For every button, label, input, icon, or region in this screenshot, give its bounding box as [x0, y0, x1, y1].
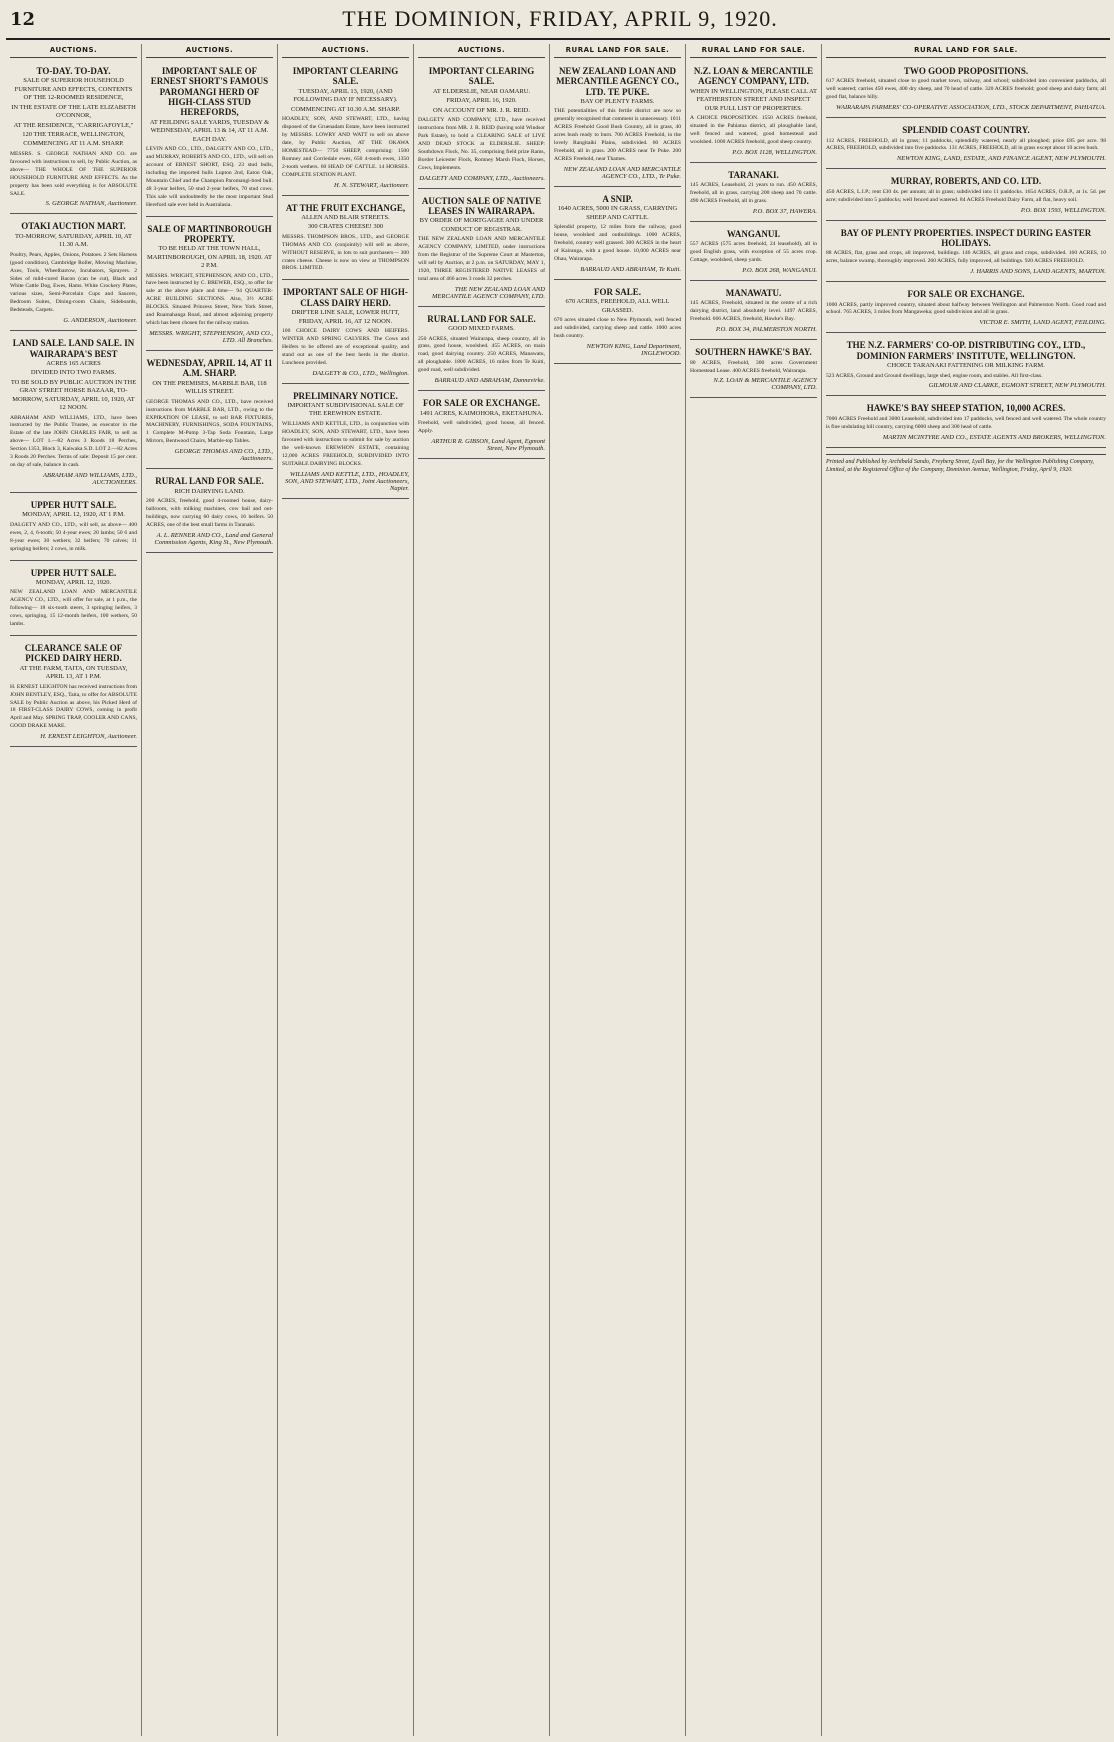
- ad-body: DALGETY AND COMPANY, LTD., have received instructions from MR. J. R. REID (having sold Windsor Park Estate), to hold a CLEARING SALE of LIVE AND DEAD STOCK at ELDERSLIE. SHEEP: Southdown Flock, No. 35, comprising field prize Rams, Border Leicester Flock, Romney Marsh Flock, Horses, Cows, Implements.: [418, 117, 545, 171]
- advertisement: [418, 310, 545, 391]
- ad-title: BAY OF PLENTY PROPERTIES. INSPECT DURING EASTER HOLIDAYS.: [840, 227, 1092, 248]
- ad-body: 1000 ACRES, partly improved country, situated about halfway between Wellington and Palmerston North. Good road and school. 765 ACRES, 3 miles from Mangaweka; good subdivision and all in grass.: [826, 301, 1106, 316]
- ad-subline: 300 CRATES CHEESE! 300: [307, 223, 384, 231]
- advertisement: [826, 121, 1106, 169]
- ad-subline: IMPORTANT SUBDIVISIONAL SALE OF THE EREWHON ESTATE.: [287, 402, 404, 418]
- ad-subline: TO BE HELD AT THE TOWN HALL, MARTINBOROUGH, ON APRIL 18, 1920. AT 2 P.M.: [146, 245, 273, 270]
- ad-signature: P.O. BOX 1128, WELLINGTON.: [732, 148, 817, 156]
- ad-signature: BARRAUD AND ABRAHAM, Dannevirke.: [434, 377, 545, 385]
- ad-title: SPLENDID COAST COUNTRY.: [902, 125, 1030, 136]
- ad-signature: NEWTON KING, LAND, ESTATE, AND FINANCE AGENT, NEW PLYMOUTH.: [896, 155, 1106, 163]
- ad-body: Freehold, well subdivided, good house, all fenced. Apply.: [418, 420, 545, 434]
- column-heading: AUCTIONS.: [10, 44, 137, 58]
- ad-signature: S. GEORGE NATHAN, Auctioneer.: [45, 200, 137, 208]
- ad-subline: AT FEILDING SALE YARDS, TUESDAY & WEDNESDAY, APRIL 13 & 14, AT 11 A.M. EACH DAY.: [149, 118, 270, 143]
- ad-title: TARANAKI.: [728, 169, 779, 180]
- ad-signature: NEW ZEALAND LOAN AND MERCANTILE AGENCY CO., LTD., Te Puke.: [563, 166, 681, 181]
- advertisement: [690, 166, 817, 222]
- ad-signature: P.O. BOX 37, HAWERA.: [752, 207, 817, 215]
- ad-body: 100 CHOICE DAIRY COWS AND HEIFERS. WINTER AND SPRING CALVERS. The Cows and Heifers to be offered are of exceptional quality, and stand out as one of the best herds in the district. Luncheon provided.: [282, 327, 409, 366]
- advertisement: [10, 334, 137, 493]
- advertisement: [826, 224, 1106, 283]
- ad-title: IMPORTANT SALE OF HIGH-CLASS DAIRY HERD.: [283, 287, 408, 308]
- ad-title: MANAWATU.: [725, 288, 782, 299]
- ad-title: N.Z. LOAN & MERCANTILE AGENCY COMPANY, LTD.: [693, 66, 814, 87]
- column-2: [142, 44, 278, 1736]
- column-heading: RURAL LAND FOR SALE.: [826, 44, 1106, 58]
- ad-body: 145 ACRES, Leasehold, 21 years to run. 450 ACRES, freehold, all in grass, carrying 200 sheep and 70 cattle. 490 ACRES Freehold, all in grass.: [690, 182, 817, 204]
- advertisement: [554, 283, 681, 364]
- ad-subline: MONDAY, APRIL 12, 1920.: [35, 578, 112, 586]
- column-6: [686, 44, 822, 1736]
- advertisement: [826, 285, 1106, 333]
- ad-subline: COMMENCING AT 10.30 A.M. SHARP.: [291, 105, 400, 113]
- ad-subline: FRIDAY, APRIL 16, 1920.: [446, 97, 517, 105]
- ad-title: IMPORTANT CLEARING SALE.: [428, 66, 535, 87]
- advertisement: [690, 225, 817, 281]
- ad-subline: 1491 ACRES, KAIMOHORA, EKETAHUNA.: [419, 409, 544, 417]
- ad-title: AT THE FRUIT EXCHANGE,: [285, 202, 406, 213]
- ad-body: H. ERNEST LEIGHTON has received instructions from JOHN BENTLEY, ESQ., Taita, to offer for ABSOLUTE SALE by Public Auction as above, his Picked Herd of 18 FIRST-CLASS DAIRY COWS, coming in profit April and May. SPRING TRAP, COOLER AND CANS, GOOD DRAKE MARE.: [10, 683, 137, 730]
- ad-subline: AT THE RESIDENCE, "CARRIGAFOYLE,": [13, 121, 134, 129]
- advertisement: [146, 354, 273, 469]
- ad-body: 250 ACRES, situated Wairarapa, sheep country, all in grass, good house, woolshed. 455 ACRES, on main road, good dairying country. 250 ACRES, Manawatu, all ploughable. 1800 ACRES, 16 miles from Te Kuiti, good road, well subdivided.: [418, 335, 545, 374]
- ad-title: FOR SALE OR EXCHANGE.: [907, 289, 1025, 300]
- ad-title: AUCTION SALE OF NATIVE LEASES IN WAIRARAPA.: [421, 195, 542, 216]
- advertisement: [146, 62, 273, 217]
- ad-title: RURAL LAND FOR SALE.: [427, 313, 536, 324]
- ad-body: 112 ACRES, FREEHOLD, all in grass; 11 paddocks, splendidly watered, nearly all ploughed; price £85 per acre. 98 ACRES, FREEHOLD, subdivided into five paddocks. 131 ACRES, FREEHOLD, all in grass except about 10 acres bush.: [826, 137, 1106, 152]
- ad-subline: TUESDAY, APRIL 13, 1920, (AND FOLLOWING DAY IF NECESSARY).: [293, 87, 398, 104]
- advertisement: [282, 199, 409, 281]
- column-heading: RURAL LAND FOR SALE.: [554, 44, 681, 58]
- ad-title: CLEARANCE SALE OF PICKED DAIRY HERD.: [24, 643, 123, 664]
- advertisement: [10, 62, 137, 214]
- ad-subline: CHOICE TARANAKI FATTENING OR MILKING FARM.: [887, 362, 1045, 370]
- ad-body: MESSRS. WRIGHT, STEPHENSON, AND CO., LTD., have been instructed by C. BREWER, ESQ., to offer for sale at the above place and time— 94 QUARTER-ACRE BUILDING SECTIONS. Also, 3½ ACRE BLOCKS. Situated Princess Street, New York Street, and Ruamahanga Road, and almost adjoining property which has been chosen for the railway station.: [146, 272, 273, 327]
- advertisement: [690, 284, 817, 340]
- ad-title: WEDNESDAY, APRIL 14, AT 11 A.M. SHARP.: [146, 358, 273, 379]
- advertisement: [690, 62, 817, 163]
- ad-title: HAWKE'S BAY SHEEP STATION, 10,000 ACRES.: [866, 403, 1066, 414]
- advertisement: [10, 639, 137, 747]
- ad-signature: P.O. BOX 34, PALMERSTON NORTH.: [715, 326, 817, 334]
- column-4: [414, 44, 550, 1736]
- ad-body: 7000 ACRES Freehold and 3000 Leasehold, subdivided into 17 paddocks, well fenced and well watered. The whole country is fine undulating hill country, carrying 6000 sheep and 300 head of cattle.: [826, 415, 1106, 430]
- ad-signature: N.Z. LOAN & MERCANTILE AGENCY COMPANY, LTD.: [713, 377, 817, 392]
- ad-subline: IN THE ESTATE OF THE LATE ELIZABETH O'CONNOR,: [11, 103, 136, 120]
- ad-body: THE potentialities of this fertile district are now so generally recognised that comment is unnecessary. 1011 ACRES Freehold Good Bush Country, all in grass, 40 acres bush ready to burn. 700 ACRES Freehold, in the lovely Rangitaiki Plains, subdivided. 60 ACRES Freehold, all in grass. 200 ACRES near Te Puke. 200 ACRES Freehold, near Thames.: [554, 108, 681, 163]
- ad-signature: G. ANDERSON, Auctioneer.: [63, 317, 137, 325]
- advertisement: [282, 283, 409, 383]
- ad-body: ABRAHAM AND WILLIAMS, LTD., have been instructed by the Public Trustee, as executor in the Estate of the late JOHN CHARLES FAIR, to sell as above— LOT 1.—82 Acres 3 Roods 18 Perches, Section 1353, Block 3, Kaiwaka S.D. LOT 2.—82 Acres 3 Roods 20 Perches. Terms of sale: Deposit 15 per cent. on day of sale, balance in cash.: [10, 414, 137, 469]
- column-heading: AUCTIONS.: [418, 44, 545, 58]
- advertisement: [282, 62, 409, 196]
- advertisement: [826, 62, 1106, 118]
- ad-subline: ON ACCOUNT OF MR. J. R. REID.: [432, 106, 531, 114]
- ad-subline: 1640 ACRES, 5000 IN GRASS, CARRYING SHEEP AND CATTLE.: [557, 205, 678, 221]
- masthead: [6, 0, 1110, 40]
- ad-title: NEW ZEALAND LOAN AND MERCANTILE AGENCY CO., LTD. TE PUKE.: [556, 66, 679, 97]
- ad-signature: WILLIAMS AND KETTLE, LTD., HOADLEY, SON, AND STEWART, LTD., Joint Auctioneers, Napier.: [284, 470, 409, 492]
- ad-subline: AT THE FARM, TAITA, ON TUESDAY, APRIL 13, AT 1 P.M.: [19, 664, 128, 681]
- ad-signature: P.O. BOX 268, WANGANUI.: [742, 267, 817, 275]
- ad-title: FOR SALE OR EXCHANGE.: [422, 398, 540, 409]
- ad-subline: WHEN IN WELLINGTON, PLEASE CALL AT FEATHERSTON STREET AND INSPECT OUR FULL LIST OF PROPERTIES.: [690, 87, 817, 112]
- ad-body: MESSRS. THOMPSON BROS., LTD., and GEORGE THOMAS AND CO. (conjointly) will sell as above, WITHOUT RESERVE, in lots to suit purchasers— 300 crates cheese. Cheese is now on view at THOMPSON BROS. LIMITED.: [282, 233, 409, 272]
- advertisement: [418, 62, 545, 189]
- ad-subline: 670 ACRES, FREEHOLD, ALL WELL GRASSED.: [565, 298, 670, 314]
- ad-body: 88 ACRES, flat, grass and crops, all improved, buildings. 146 ACRES, all grass and crops, subdivided. 160 ACRES, 10 acres, balance swamp, thoroughly improved. 260 ACRES, fully improved, all buildings. 920 ACRES FREEHOLD.: [826, 250, 1106, 265]
- ad-signature: ARTHUR R. GIBSON, Land Agent, Egmont Street, New Plymouth.: [431, 437, 545, 452]
- ad-title: TWO GOOD PROPOSITIONS.: [903, 66, 1029, 76]
- ad-subline: TO-MORROW, SATURDAY, APRIL 10, AT 11.30 A.M.: [15, 232, 132, 249]
- column-heading: AUCTIONS.: [146, 44, 273, 58]
- ad-subline: ACRES 165 ACRES: [46, 359, 101, 367]
- column-heading: RURAL LAND FOR SALE.: [690, 44, 817, 58]
- ad-subline: AT ELDERSLIE, NEAR OAMARU.: [432, 87, 531, 95]
- ad-subline: COMMENCING AT 11 A.M. SHARP.: [23, 140, 124, 148]
- ad-body: THE NEW ZEALAND LOAN AND MERCANTILE AGENCY COMPANY, LIMITED, under instructions from the Registrar of the Supreme Court at Masterton, will sell by Auction, at 2 p.m. on SATURDAY, MAY 1, 1920, THREE REGISTERED NATIVE LEASES of total area of 466 acres 3 roods 32 perches.: [418, 236, 545, 282]
- ad-title: TO-DAY. TO-DAY.: [36, 66, 111, 76]
- ad-subline: TO BE SOLD BY PUBLIC AUCTION IN THE GRAY STREET HORSE BAZAAR, TO-MORROW, SATURDAY, APRIL 10, 1920, AT 12 NOON.: [10, 378, 137, 412]
- ad-subline: SALE OF SUPERIOR HOUSEHOLD FURNITURE AND EFFECTS, CONTENTS OF THE 12-ROOMED RESIDENCE,: [14, 77, 133, 102]
- ad-title: SOUTHERN HAWKE'S BAY.: [695, 347, 812, 358]
- ad-subline: BY ORDER OF MORTGAGEE AND UNDER CONDUCT OF REGISTRAR.: [419, 217, 544, 233]
- ad-subline: ALLEN AND BLAIR STREETS.: [301, 213, 390, 221]
- ad-body: 557 ACRES (575 acres freehold, 24 leasehold), all in good English grass, with exception of 55 acres crop. Cottage, woolshed, sheep yards.: [690, 241, 817, 264]
- ad-signature: THE NEW ZEALAND LOAN AND MERCANTILE AGENCY COMPANY, LTD.: [432, 285, 545, 300]
- column-3: [278, 44, 414, 1736]
- advertisement: [282, 387, 409, 499]
- ad-body: LEVIN AND CO., LTD., DALGETY AND CO., LTD., and MURRAY, ROBERTS AND CO., LTD., will sell on account of ERNEST SHORT, ESQ. 23 stud bulls, including the imported bulls Lupton 2nd, Eaton Oak, Mountain Chief and the Champion Paromangi-bred bull. 48 3-year heifers, 50 stud 2-year heifers, 70 stud cows. This sale will undoubtedly be the most important Stud Hereford sale ever held in Australasia.: [146, 146, 273, 208]
- ad-body: 200 ACRES, freehold, good 4-roomed house, dairy-ballroom, with milking machines, cow bail and out-buildings, now carrying 60 dairy cows, 16 heifers. 50 ACRES, one of the best small farms in Taranaki.: [146, 498, 273, 528]
- ad-signature: A. L. RENNER AND CO., Land and General Commission Agents, King St., New Plymouth.: [154, 531, 273, 546]
- ad-signature: H. N. STEWART, Auctioneer.: [334, 181, 409, 189]
- ad-body: A CHOICE PROPOSITION. 1550 ACRES freehold, situated in the Pahiatua district, all ploughable land, well fenced and watered, good homestead and woolshed. 1000 ACRES freehold, good sheep country.: [690, 115, 817, 145]
- ad-body: MESSRS. S. GEORGE NATHAN AND CO. are favoured with instructions to sell, by Public Auction, as above— THE WHOLE OF THE SUPERIOR HOUSEHOLD FURNITURE AND EFFECTS. As the property has been sold everything is for ABSOLUTE SALE.: [10, 150, 137, 197]
- advertisement: [10, 496, 137, 561]
- ad-body: NEW ZEALAND LOAN AND MERCANTILE AGENCY CO., LTD., will offer for sale, at 1 p.m., the following— 18 six-tooth steers, 3 springing heifers, 3 cows, springing, 15 12-month heifers, 100 wethers, 50 lambs.: [10, 589, 137, 628]
- ad-signature: P.O. BOX 1593, WELLINGTON.: [1020, 206, 1106, 214]
- ad-body: 617 ACRES freehold, situated close to good market town, railway, and school; subdivided into convenient paddocks, all well watered; carries 450 ewes, 400 dry sheep, and 70 head of cattle. 320 ACRES freehold; good sheep and dairy farm; all good flat, balance hilly.: [826, 78, 1106, 101]
- ad-subline: ON THE PREMISES, MARBLE BAR, 118 WILLIS STREET.: [152, 379, 267, 396]
- advertisement: [826, 399, 1106, 447]
- advertisement: [690, 343, 817, 398]
- ad-signature: GEORGE THOMAS AND CO., LTD., Auctioneers.: [174, 448, 273, 463]
- ad-title: PRELIMINARY NOTICE.: [293, 390, 398, 401]
- advertisement: [146, 472, 273, 553]
- ad-body: WILLIAMS AND KETTLE, LTD., in conjunction with HOADLEY, SON, AND STEWART, LTD., have been favoured with instructions to submit for sale by auction the well-known EREWHON ESTATE, containing 12,000 ACRES FREEHOLD, SUBDIVIDED INTO SUITABLE DAIRYING BLOCKS.: [282, 420, 409, 467]
- ad-signature: MARTIN MCINTYRE AND CO., ESTATE AGENTS AND BROKERS, WELLINGTON.: [882, 433, 1106, 441]
- advertisement: [146, 220, 273, 352]
- advertisement: [826, 172, 1106, 220]
- ad-body: 80 ACRES, Freehold, 300 acres Government Homestead Lease. 400 ACRES freehold, Wairarapa.: [690, 359, 817, 374]
- column-1: [6, 44, 142, 1736]
- ad-title: OTAKI AUCTION MART.: [21, 221, 126, 232]
- advertisement: [554, 190, 681, 280]
- ad-subline: GOOD MIXED FARMS.: [448, 325, 515, 333]
- column-5: [550, 44, 686, 1736]
- advertisement: [826, 336, 1106, 396]
- ad-title: IMPORTANT SALE OF ERNEST SHORT'S FAMOUS PAROMANGI HERD OF HIGH-CLASS STUD HEREFORDS,: [150, 66, 269, 118]
- ad-signature: NEWTON KING, Land Department, INGLEWOOD.: [586, 342, 681, 357]
- ad-body: HOADLEY, SON, AND STEWART, LTD., having disposed of the Gruenadam Estate, have been instructed by MESSRS. LOWRY AND WATT to sell on above date, by Public Auction, AT THE OKAWA HOMESTEAD— 7750 SHEEP, comprising: 1500 Romney and Corriedale ewes, 650 4-tooth ewes, 1350 2-tooth wethers. 60 HEAD OF CATTLE. 14 HORSES. COMPLETE STATION PLANT.: [282, 116, 409, 178]
- ad-body: Splendid property, 12 miles from the railway, good house, woolshed and outbuildings. 1000 ACRES, freehold, country well grassed. 300 ACRES in the heart of Kairanga, with a good house. 10,000 ACRES near Ohau, Wairarapa.: [554, 224, 681, 262]
- ad-subline: BAY OF PLENTY FARMS.: [580, 98, 655, 106]
- ad-title: SALE OF MARTINBOROUGH PROPERTY.: [147, 223, 272, 244]
- ad-subline: DRIFTER LINE SALE, LOWER HUTT, FRIDAY, APRIL 16, AT 12 NOON.: [291, 309, 400, 325]
- ad-signature: MESSRS. WRIGHT, STEPHENSON, AND CO., LTD. All Branches.: [149, 330, 273, 345]
- ad-title: WANGANUI.: [726, 228, 781, 239]
- ad-title: MURRAY, ROBERTS, AND CO. LTD.: [890, 176, 1042, 187]
- advertisement: [418, 394, 545, 459]
- ad-subline: RICH DAIRYING LAND.: [174, 487, 245, 495]
- ad-signature: DALGETY & CO., LTD., Wellington.: [312, 369, 409, 377]
- advertisement: [554, 62, 681, 187]
- ad-subline: DIVIDED INTO TWO FARMS.: [30, 369, 117, 377]
- ad-title: UPPER HUTT SALE.: [30, 567, 117, 578]
- ad-title: FOR SALE.: [593, 286, 641, 297]
- ad-title: IMPORTANT CLEARING SALE.: [292, 66, 399, 87]
- ad-body: 670 acres situated close to New Plymouth, well fenced and subdivided, carrying sheep and cattle. 1000 acres bush country.: [554, 317, 681, 340]
- column-heading: AUCTIONS.: [282, 44, 409, 58]
- ad-signature: VICTOR E. SMITH, LAND AGENT, FEILDING.: [979, 319, 1106, 327]
- ad-signature: ABRAHAM AND WILLIAMS, LTD., AUCTIONEERS.: [43, 472, 137, 487]
- ad-title: LAND SALE. LAND SALE. IN WAIRARAPA'S BEST: [12, 338, 135, 359]
- ad-signature: WAIRARAPA FARMERS' CO-OPERATIVE ASSOCIATION, LTD., STOCK DEPARTMENT, PAHIATUA.: [836, 104, 1106, 112]
- advertisement: [10, 217, 137, 331]
- columns-container: [6, 44, 1110, 1736]
- ad-body: 523 ACRES, Ground and Ground dwellings, large shed, engine room, and stables. All first-class.: [826, 372, 1043, 379]
- imprint: Printed and Published by Archibald Sando, Freyberg Street, Lyall Bay, for the Wellington Publishing Company, Limited, at the Registered Office of the Company, Dominion Avenue, Wellington, Friday, April 9, 1920.: [826, 454, 1106, 474]
- ad-subline: MONDAY, APRIL 12, 1920, AT 1 P.M.: [22, 511, 125, 519]
- ad-signature: H. ERNEST LEIGHTON, Auctioneer.: [40, 733, 137, 741]
- ad-title: A SNIP.: [602, 194, 633, 205]
- page-number: 12: [10, 8, 36, 30]
- ad-subline: 120 THE TERRACE, WELLINGTON,: [22, 130, 125, 138]
- ad-title: THE N.Z. FARMERS' CO-OP. DISTRIBUTING COY., LTD., DOMINION FARMERS' INSTITUTE, WELLINGTON.: [846, 340, 1086, 361]
- newspaper-title: THE DOMINION, FRIDAY, APRIL 9, 1920.: [342, 6, 778, 31]
- ad-body: DALGETY AND CO., LTD., will sell, as above— 400 ewes, 2, 4, 6-tooth; 50 4-year ewes; 20 lambs; 50 6 and 8-year ewes; 30 wethers; 32 heifers; 70 calves; 11 springing heifers; 2 cows, in milk.: [10, 521, 137, 552]
- advertisement: [10, 564, 137, 636]
- column-7: [822, 44, 1110, 1736]
- ad-signature: GILMOUR AND CLARKE, EGMONT STREET, NEW PLYMOUTH.: [928, 382, 1106, 390]
- advertisement: [418, 192, 545, 307]
- ad-title: UPPER HUTT SALE.: [30, 500, 117, 511]
- ad-body: 450 ACRES, L.I.P.; rent £30 4s. per annum; all in grass; subdivided into 11 paddocks. 1654 ACRES, O.R.P., at 1s. 5d. per acre; subdivided into 5 paddocks; well fenced and watered. 84 ACRES Freehold Dairy Farm, all flat, heavy soil.: [826, 188, 1106, 203]
- ad-body: 145 ACRES, Freehold, situated in the centre of a rich dairying district, land absolutely level. 1497 ACRES, Freehold. 666 ACRES, freehold, Hawke's Bay.: [690, 300, 817, 323]
- ad-body: Poultry, Pears, Apples, Onions, Potatoes. 2 Sets Harness (good condition), Cambridge Roller, Mowing Machine, Axes, Tools, Wheelbarrow, Incubators, Sprayers. 2 Sides of mild-cured Bacon (can be cut), Black and White Cattle Dog, Ewes, Hams. White Crockery Plates, various sizes, Semi-Porcelain Cups and Saucers, Bedroom Suites, Dining-room Chairs, Sideboards, Bedsteads, Carpets.: [10, 251, 137, 314]
- ad-signature: J. HARRIS AND SONS, LAND AGENTS, MARTON.: [970, 268, 1106, 276]
- ad-title: RURAL LAND FOR SALE.: [155, 476, 264, 487]
- ad-signature: DALGETY AND COMPANY, LTD., Auctioneers.: [419, 174, 545, 182]
- ad-signature: BARRAUD AND ABRAHAM, Te Kuiti.: [580, 265, 681, 273]
- ad-body: GEORGE THOMAS AND CO., LTD., have received instructions from MARBLE BAR, LTD., owing to the EXPIRATION OF LEASE, to sell BAR FIXTURES, MACHINERY, FURNISHINGS, SODA FOUNTAINS, 1 Complete M-Pump 3-Tap Soda Fountain, Large Mirrors, Bentwood Chairs, Marble-top Tables.: [146, 398, 273, 445]
